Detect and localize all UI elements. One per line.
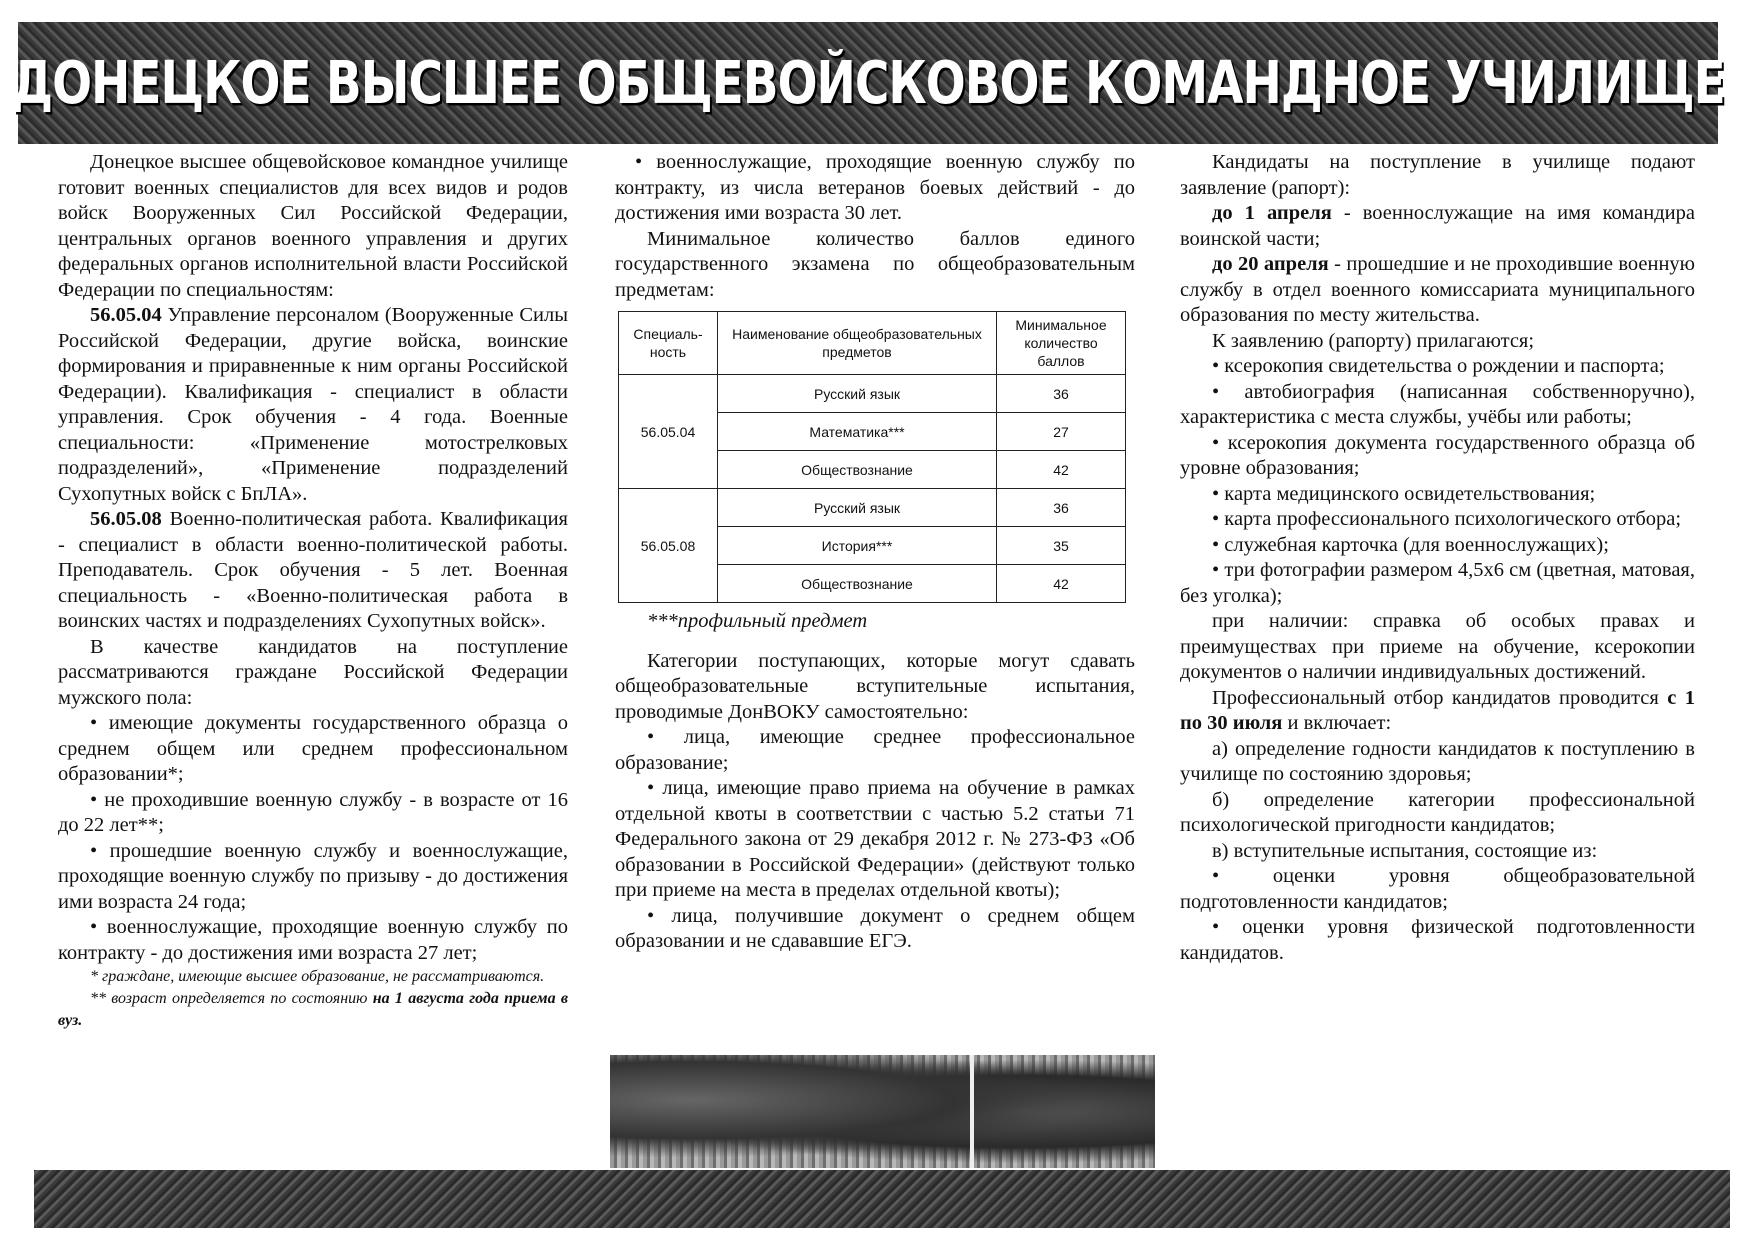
footnote: * граждане, имеющие высшее образование, не рассматриваются. xyxy=(90,968,545,985)
selection-paragraph xyxy=(1180,686,1695,737)
list-item: • автобиография (написанная собственноручно), характеристика с места службы, учёбы или работы; xyxy=(1180,380,1695,428)
table-header: Минимальное количество баллов xyxy=(997,312,1126,375)
table-cell-subject: Русский язык xyxy=(718,489,997,527)
page-title: ДОНЕЦКОЕ ВЫСШЕЕ ОБЩЕВОЙСКОВОЕ КОМАНДНОЕ УЧИЛИЩЕ xyxy=(11,48,1725,118)
specialty-code: 56.05.08 xyxy=(90,508,162,530)
deadline-2 xyxy=(1180,252,1695,329)
table-cell-score: 35 xyxy=(997,527,1126,565)
selection-text: и включает: xyxy=(1282,712,1392,734)
list-item: • лица, имеющие право приема на обучение в рамках отдельной квоты в соответствии с частью 5.2 статьи 71 Федерального закона от 29 декабря 2012 г. № 273-ФЗ «Об образовании в Российской Федерации» (действуют только при приеме на места в пределах отдельной квоты); xyxy=(615,777,1135,901)
attachments-heading: К заявлению (рапорту) прилагаются; xyxy=(1212,329,1535,352)
list-item: • лица, получившие документ о среднем общем образовании и не сдававшие ЕГЭ. xyxy=(615,904,1135,952)
list-item: • прошедшие военную службу и военнослужащие, проходящие военную службу по призыву - до достижения ими возраста 24 года; xyxy=(58,839,568,913)
table-cell-score: 27 xyxy=(997,413,1126,451)
table-header: Наименование общеобразовательных предметов xyxy=(718,312,997,375)
list-item: а) определение годности кандидатов к поступлению в училище по состоянию здоровья; xyxy=(1180,737,1695,785)
deadline-1 xyxy=(1180,201,1695,252)
categories-paragraph: Категории поступающих, которые могут сдавать общеобразовательные вступительные испытания, проводимые ДонВОКУ самостоятельно: xyxy=(615,649,1135,723)
specialty-2-text: Военно-политическая работа. Квалификация - специалист в области военно-политической работы. Преподаватель. Срок обучения - 5 лет. Военная специальность - «Военно-политическая работа в воинских частях и подразделениях Сухопутных войск». xyxy=(58,508,568,632)
list-item: • не проходившие военную службу - в возрасте от 16 до 22 лет**; xyxy=(58,788,568,836)
table-row xyxy=(619,489,1126,527)
table-cell-subject: Русский язык xyxy=(718,375,997,413)
selection-dates: с 1 по 30 июля xyxy=(1180,686,1695,734)
title-banner xyxy=(11,22,1725,144)
table-cell-subject: Обществознание xyxy=(718,451,997,489)
list-item: • военнослужащие, проходящие военную службу по контракту, из числа ветеранов боевых действий - до достижения ими возраста 30 лет. xyxy=(615,151,1135,224)
column-3 xyxy=(1180,150,1695,966)
list-item: • карта профессионального психологического отбора; xyxy=(1212,508,1682,530)
column-2 xyxy=(615,150,1135,955)
selection-text: Профессиональный отбор кандидатов проводится xyxy=(1212,686,1668,709)
list-item: • военнослужащие, проходящие военную службу по контракту - до достижения ими возраста 27 лет; xyxy=(58,916,568,964)
list-item: б) определение категории профессиональной психологической пригодности кандидатов; xyxy=(1180,788,1695,836)
table-cell-score: 42 xyxy=(997,451,1126,489)
optional-docs-paragraph: при наличии: справка об особых правах и преимуществах при приеме на обучение, ксерокопии документов о наличии индивидуальных достижений. xyxy=(1180,610,1695,683)
table-footnote: ***профильный предмет xyxy=(647,610,868,632)
table-cell-code: 56.05.04 xyxy=(619,375,718,489)
table-cell-code: 56.05.08 xyxy=(619,489,718,603)
list-item: • оценки уровня физической подготовленности кандидатов. xyxy=(1180,916,1695,964)
table-cell-subject: Обществознание xyxy=(718,565,997,603)
list-item: • карта медицинского освидетельствования; xyxy=(1212,482,1596,505)
footnote xyxy=(58,988,568,1032)
list-item: в) вступительные испытания, состоящие из: xyxy=(1212,839,1598,862)
table-cell-score: 36 xyxy=(997,375,1126,413)
table-cell-subject: Математика*** xyxy=(718,413,997,451)
table-header: Специаль-ность xyxy=(619,312,718,375)
list-item: • оценки уровня общеобразовательной подготовленности кандидатов; xyxy=(1180,865,1695,913)
list-item: • ксерокопия документа государственного образца об уровне образования; xyxy=(1180,431,1695,479)
table-cell-score: 42 xyxy=(997,565,1126,603)
candidates-paragraph: В качестве кандидатов на поступление рассматриваются граждане Российской Федерации мужского пола: xyxy=(58,635,568,709)
exam-paragraph: Минимальное количество баллов единого государственного экзамена по общеобразовательным предметам: xyxy=(615,227,1135,301)
specialty-1-paragraph xyxy=(58,303,568,507)
exam-scores-table xyxy=(618,311,1126,603)
intro-paragraph: Донецкое высшее общевойсковое командное училище готовит военных специалистов для всех видов и родов войск Вооруженных Сил Российской Федерации, центральных органов военного управления и других федеральных органов исполнительной власти Российской Федерации по специальностям: xyxy=(58,151,568,301)
campus-photo xyxy=(610,1055,1155,1168)
application-paragraph: Кандидаты на поступление в училище подают заявление (рапорт): xyxy=(1180,151,1695,199)
footnote-text: ** возраст определяется по состоянию xyxy=(90,990,373,1007)
table-cell-subject: История*** xyxy=(718,527,997,565)
deadline-text: - прошедшие и не проходившие военную службу в отдел военного комиссариата муниципального образования по месту жительства. xyxy=(1180,253,1695,326)
footnote-bold: на 1 августа года приема в вуз. xyxy=(58,990,569,1029)
list-item: • лица, имеющие среднее профессиональное образование; xyxy=(615,726,1135,774)
specialty-2-paragraph xyxy=(58,507,568,635)
table-cell-score: 36 xyxy=(997,489,1126,527)
deadline-text: - военнослужащие на имя командира воинской части; xyxy=(1180,202,1695,250)
table-row xyxy=(619,375,1126,413)
photo-divider xyxy=(970,1055,974,1168)
list-item: • ксерокопия свидетельства о рождении и паспорта; xyxy=(1212,355,1665,377)
footer-band xyxy=(34,1170,1730,1228)
specialty-code: 56.05.04 xyxy=(90,304,162,326)
column-1 xyxy=(58,150,568,1032)
list-item: • служебная карточка (для военнослужащих); xyxy=(1212,533,1609,556)
list-item: • три фотографии размером 4,5х6 см (цветная, матовая, без уголка); xyxy=(1180,559,1695,607)
deadline-date: до 1 апреля xyxy=(1212,202,1332,224)
list-item: • имеющие документы государственного образца о среднем общем или среднем профессиональном образовании*; xyxy=(58,712,568,785)
specialty-1-text: Управление персоналом (Вооруженные Силы Российской Федерации, другие войска, воинские формирования и приравненные к ним органы Российской Федерации). Квалификация - специалист в области управления. Срок обучения - 4 года. Военные специальности: «Применение мотострелковых подразделений», «Применение подразделений Сухопутных войск с БпЛА». xyxy=(58,304,568,505)
deadline-date: до 20 апреля xyxy=(1212,253,1329,275)
